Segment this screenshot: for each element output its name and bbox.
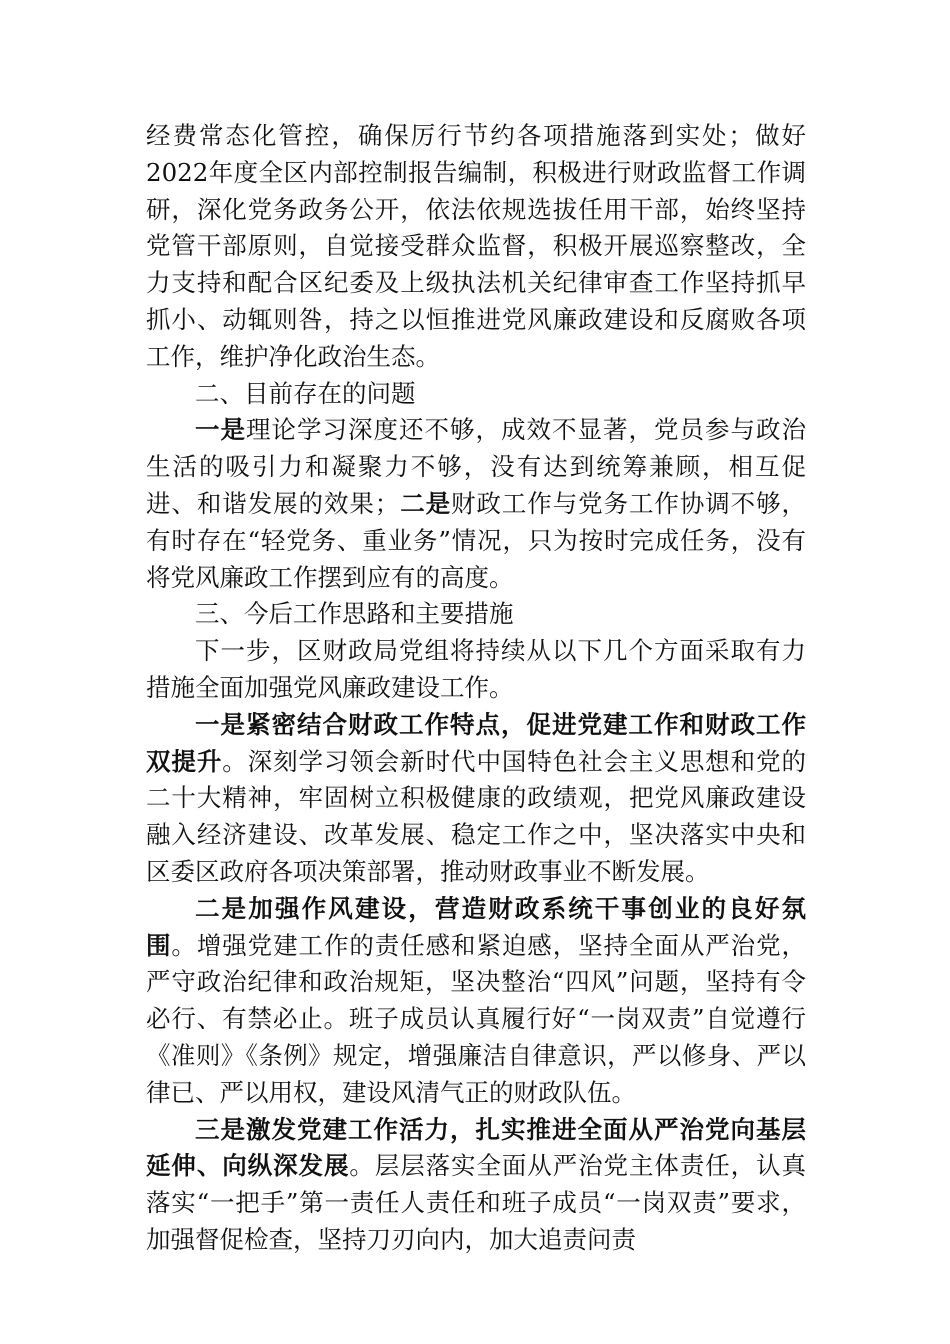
section-heading-measures: 三、今后工作思路和主要措施 (195, 599, 514, 629)
paragraph-text: 理论学习深度还不够，成效不显著，党员参与政治生活的吸引力和凝聚力不够，没有达到统筹兼顾，相互促进、和谐发展的效果； (146, 415, 806, 518)
paragraph-text: 财政工作与党务工作协调不够，有时存在“轻党务、重业务”情况，只为按时完成任务，没有将党风廉政工作摆到应有的高度。 (146, 488, 807, 592)
measure-title: 一是紧密结合财政工作特点，促进党建工作和财政工作双提升 (146, 709, 806, 776)
measure-title: 三是激发党建工作活力，扎实推进全面从严治党向基层延伸、向纵深发展 (146, 1114, 806, 1181)
paragraph-text: 。层层落实全面从严治党主体责任，认真落实“一把手”第一责任人责任和班子成员“一岗双责”要求，加强督促检查，坚持刀刃向内，加大追责问责 (146, 1151, 806, 1254)
lead-phrase: 一是 (195, 415, 246, 445)
measure-title: 二是加强作风建设，营造财政系统干事创业的良好氛围 (146, 893, 806, 960)
paragraph-text: 。深刻学习领会新时代中国特色社会主义思想和党的二十大精神，牢固树立积极健康的政绩观，把党风廉政建设融入经济建设、改革发展、稳定工作之中，坚决落实中央和区委区政府各项决策部署，推动财政事业不断发展。 (146, 746, 807, 886)
paragraph-measure-3 (146, 1112, 806, 1259)
lead-phrase: 二是 (399, 488, 452, 518)
paragraph-problems (146, 412, 806, 596)
paragraph-continued: 经费常态化管控，确保厉行节约各项措施落到实处；做好2022年度全区内部控制报告编制，积极进行财政监督工作调研，深化党务政务公开，依法依规选拔任用干部，始终坚持党管干部原则，自觉接受群众监督，积极开展巡察整改，全力支持和配合区纪委及上级执法机关纪律审查工作坚持抓早抓小、动辄则咎，持之以恒推进党风廉政建设和反腐败各项工作，维护净化政治生态。 (146, 121, 806, 371)
paragraph-measure-2 (146, 891, 806, 1112)
document-body (146, 118, 806, 1259)
section-heading-problems: 二、目前存在的问题 (195, 378, 416, 408)
paragraph-text: 。增强党建工作的责任感和紧迫感，坚持全面从严治党，严守政治纪律和政治规矩，坚决整治“四风”问题，坚持有令必行、有禁必止。班子成员认真履行好“一岗双责”自觉遵行《准则》《条例》规定，增强廉洁自律意识，严以修身、严以律已、严以用权，建设风清气正的财政队伍。 (146, 930, 806, 1107)
paragraph-measure-1 (146, 707, 806, 891)
paragraph-next-step: 下一步，区财政局党组将持续从以下几个方面采取有力措施全面加强党风廉政建设工作。 (146, 636, 806, 702)
